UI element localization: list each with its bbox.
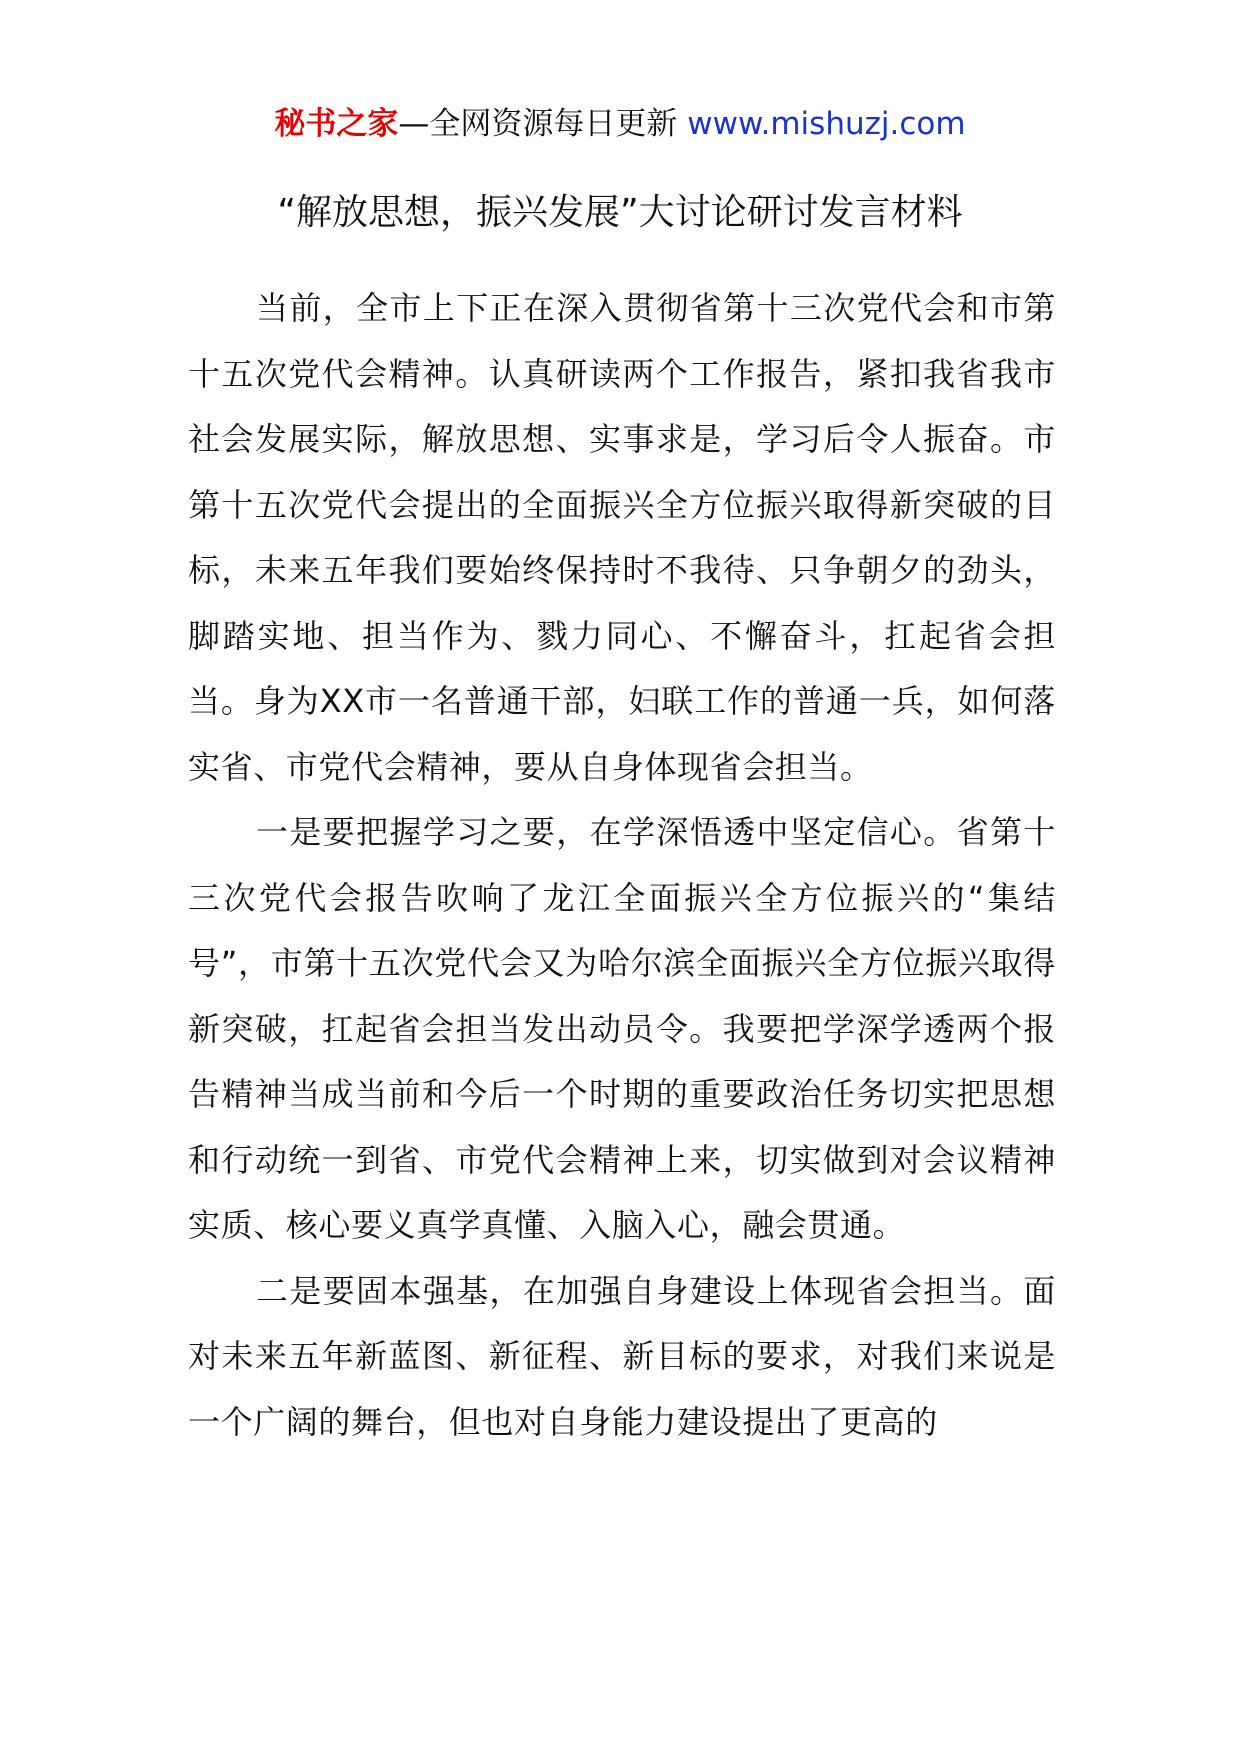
document-body bbox=[188, 276, 1056, 1455]
paragraph-point-two: 二是要固本强基，在加强自身建设上体现省会担当。面对未来五年新蓝图、新征程、新目标的要求，对我们来说是一个广阔的舞台，但也对自身能力建设提出了更高的 bbox=[188, 1271, 1056, 1441]
header-slogan: —全网资源每日更新 bbox=[398, 106, 688, 142]
site-url[interactable]: www.mishuzj.com bbox=[687, 106, 966, 142]
brand-name: 秘书之家 bbox=[274, 106, 399, 142]
site-header bbox=[0, 102, 1240, 146]
paragraph-intro: 当前，全市上下正在深入贯彻省第十三次党代会和市第十五次党代会精神。认真研读两个工作报告，紧扣我省我市社会发展实际，解放思想、实事求是，学习后令人振奋。市第十五次党代会提出的全面振兴全方位振兴取得新突破的目标，未来五年我们要始终保持时不我待、只争朝夕的劲头，脚踏实地、担当作为、戮力同心、不懈奋斗，扛起省会担当。身为XX市一名普通干部，妇联工作的普通一兵，如何落实省、市党代会精神，要从自身体现省会担当。 bbox=[188, 289, 1056, 786]
document-title: “解放思想，振兴发展”大讨论研讨发言材料 bbox=[277, 192, 963, 233]
paragraph-point-one: 一是要把握学习之要，在学深悟透中坚定信心。省第十三次党代会报告吹响了龙江全面振兴全方位振兴的“集结号”，市第十五次党代会又为哈尔滨全面振兴全方位振兴取得新突破，扛起省会担当发出动员令。我要把学深学透两个报告精神当成当前和今后一个时期的重要政治任务切实把思想和行动统一到省、市党代会精神上来，切实做到对会议精神实质、核心要义真学真懂、入脑入心，融会贯通。 bbox=[188, 813, 1056, 1244]
